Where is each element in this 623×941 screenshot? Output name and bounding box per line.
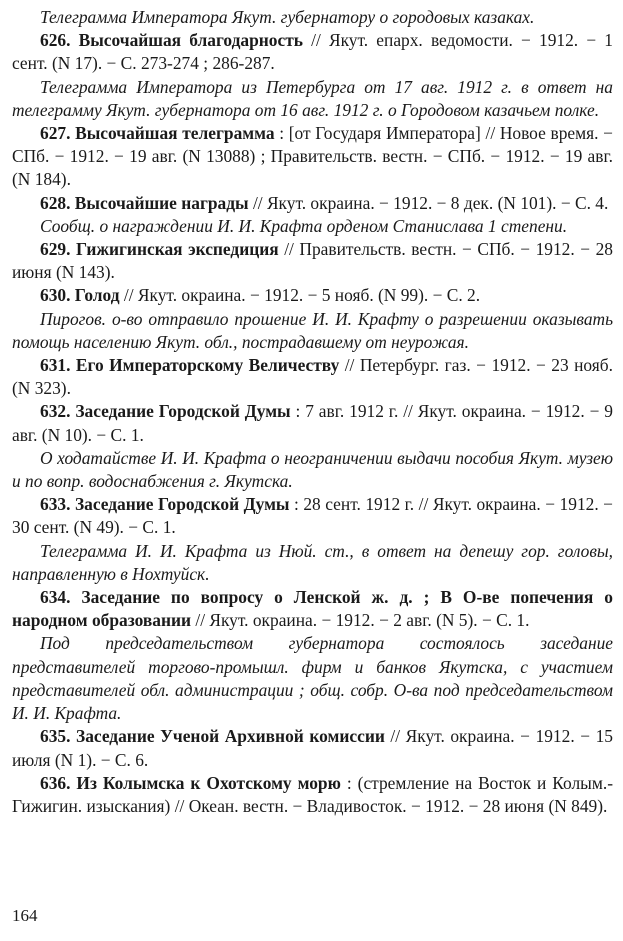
entry-title: Заседание Городской Думы [74, 494, 290, 515]
entry [12, 238, 613, 284]
entry-number: 629. [40, 239, 71, 260]
entry-title: Заседание по вопросу о Ленской ж. д. ; В О-ве попечения о народном образовании [12, 587, 613, 631]
page-number: 164 [12, 906, 38, 925]
entry [12, 772, 613, 818]
entry-number: 626. [40, 30, 71, 51]
entry-number: 634. [40, 587, 71, 608]
entry-annotation: Телеграмма И. И. Крафта из Нюй. ст., в ответ на депешу гор. головы, направленную в Нохтуйск. [12, 540, 613, 584]
entry-title: Высочайшая благодарность [78, 30, 303, 51]
entry-number: 628. [40, 192, 71, 213]
entry [12, 192, 613, 215]
entry [12, 29, 613, 75]
entry-annotation: Пирогов. о-во отправило прошение И. И. Крафту о разрешении оказывать помощь населению Якут. обл., пострадавшему от неурожая. [12, 308, 613, 352]
entry-citation: // Якут. окраина. − 1912. − 5 нояб. (N 99). − С. 2. [119, 285, 481, 306]
entry-title: Гижигинская экспедиция [75, 239, 279, 260]
entry-number: 631. [40, 355, 71, 376]
entries-list [12, 29, 613, 818]
entry-number: 632. [40, 401, 71, 422]
entry-citation: // Петербург. газ. − 1912. − 23 нояб. (N 323). [12, 355, 613, 399]
entry-title: Заседание Городской Думы [75, 401, 291, 422]
entry-citation: : 28 сент. 1912 г. // Якут. окраина. − 1912. − 30 сент. (N 49). − С. 1. [12, 494, 613, 538]
entry-annotation: Телеграмма Императора из Петербурга от 17 авг. 1912 г. в ответ на телеграмму Якут. губернатора от 16 авг. 1912 г. о Городовом казачьем полке. [12, 76, 613, 120]
top-note: Телеграмма Императора Якут. губернатору о городовых казаках. [40, 7, 535, 27]
entry-annotation: Сообщ. о награждении И. И. Крафта орденом Станислава 1 степени. [40, 215, 568, 236]
entry-title: Из Колымска к Охотскому морю [76, 772, 341, 793]
entry [12, 493, 613, 539]
entry-number: 633. [40, 494, 71, 515]
entry-number: 635. [40, 726, 71, 747]
entry-annotation: Под председательством губернатора состоялось заседание представителей торгово-промышл. фирм и банков Якутска, с участием представителей обл. администрации ; общ. собр. О-ва под председательством И. И. Крафта. [12, 633, 613, 724]
entry-title: Высочайшая телеграмма [75, 123, 275, 144]
entry-citation: // Якут. епарх. ведомости. − 1912. − 1 сент. (N 17). − С. 273-274 ; 286-287. [12, 30, 614, 74]
entry [12, 284, 613, 307]
entry-citation: // Якут. окраина. − 1912. − 15 июля (N 1). − С. 6. [12, 726, 613, 770]
entry-citation: // Якут. окраина. − 1912. − 2 авг. (N 5). − С. 1. [191, 610, 530, 631]
entry [12, 354, 613, 400]
entry-number: 630. [40, 285, 71, 306]
entry-title: Заседание Ученой Архивной комиссии [76, 726, 385, 747]
entry-citation: // Правительств. вестн. − СПб. − 1912. − 28 июня (N 143). [12, 239, 613, 283]
entry [12, 725, 613, 771]
entry [12, 586, 613, 632]
entry [12, 400, 613, 446]
entry-number: 627. [40, 123, 71, 144]
entry-citation: : [от Государя Императора] // Новое время. − СПб. − 1912. − 19 авг. (N 13088) ; Правительств. вестн. − СПб. − 1912. − 19 авг. (N 184). [12, 123, 613, 190]
entry-title: Его Императорскому Величеству [75, 355, 340, 376]
entry-citation: : (стремление на Восток и Колым.- Гижигин. изыскания) // Океан. вестн. − Владивосток. − 1912. − 28 июня (N 849). [12, 772, 613, 816]
entry-title: Голод [74, 285, 120, 306]
entry-title: Высочайшие награды [74, 192, 249, 213]
entry [12, 122, 613, 192]
entry-number: 636. [40, 772, 71, 793]
entry-citation: // Якут. окраина. − 1912. − 8 дек. (N 101). − С. 4. [248, 192, 609, 213]
entry-annotation: О ходатайстве И. И. Крафта о неограничении выдачи пособия Якут. музею и по вопр. водоснабжения г. Якутска. [12, 447, 613, 492]
entry-citation: : 7 авг. 1912 г. // Якут. окраина. − 1912. − 9 авг. (N 10). − С. 1. [12, 401, 613, 445]
